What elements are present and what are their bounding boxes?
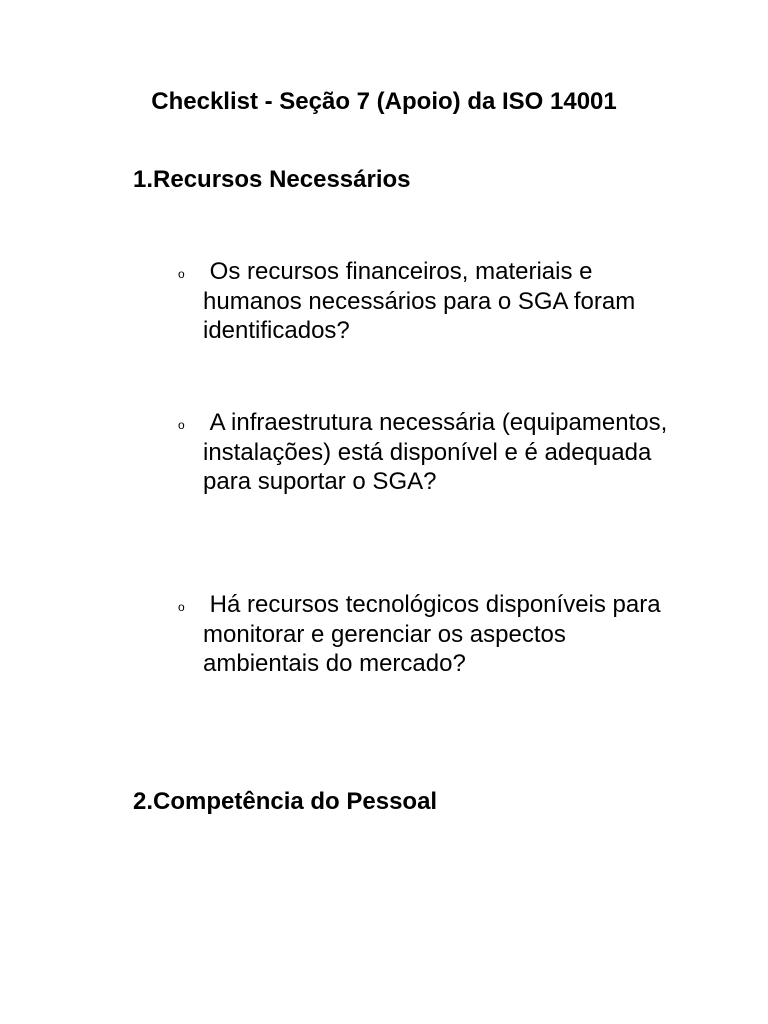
document-title: Checklist - Seção 7 (Apoio) da ISO 14001 [151, 88, 617, 115]
bullet-icon: o [178, 267, 185, 281]
section-number: 1. [133, 166, 154, 193]
bullet-icon: o [178, 600, 185, 614]
section-number: 2. [133, 788, 154, 815]
section-title: Competência do Pessoal [153, 788, 438, 815]
checklist-item-text: A infraestrutura necessária (equipamentos, instalações) está disponível e é adequada para suportar o SGA? [203, 409, 668, 495]
section-title: Recursos Necessários [153, 166, 411, 193]
bullet-icon: o [178, 418, 185, 432]
checklist-item-text: Os recursos financeiros, materiais e humanos necessários para o SGA foram identificados? [203, 258, 636, 344]
section-heading-recursos-necessarios [133, 165, 411, 194]
section-heading-competencia-do-pessoal [133, 787, 437, 816]
checklist-item [178, 257, 678, 346]
checklist-item [178, 590, 678, 679]
checklist-item-text: Há recursos tecnológicos disponíveis para monitorar e gerenciar os aspectos ambientais do mercado? [203, 591, 661, 677]
checklist-item [178, 408, 678, 497]
